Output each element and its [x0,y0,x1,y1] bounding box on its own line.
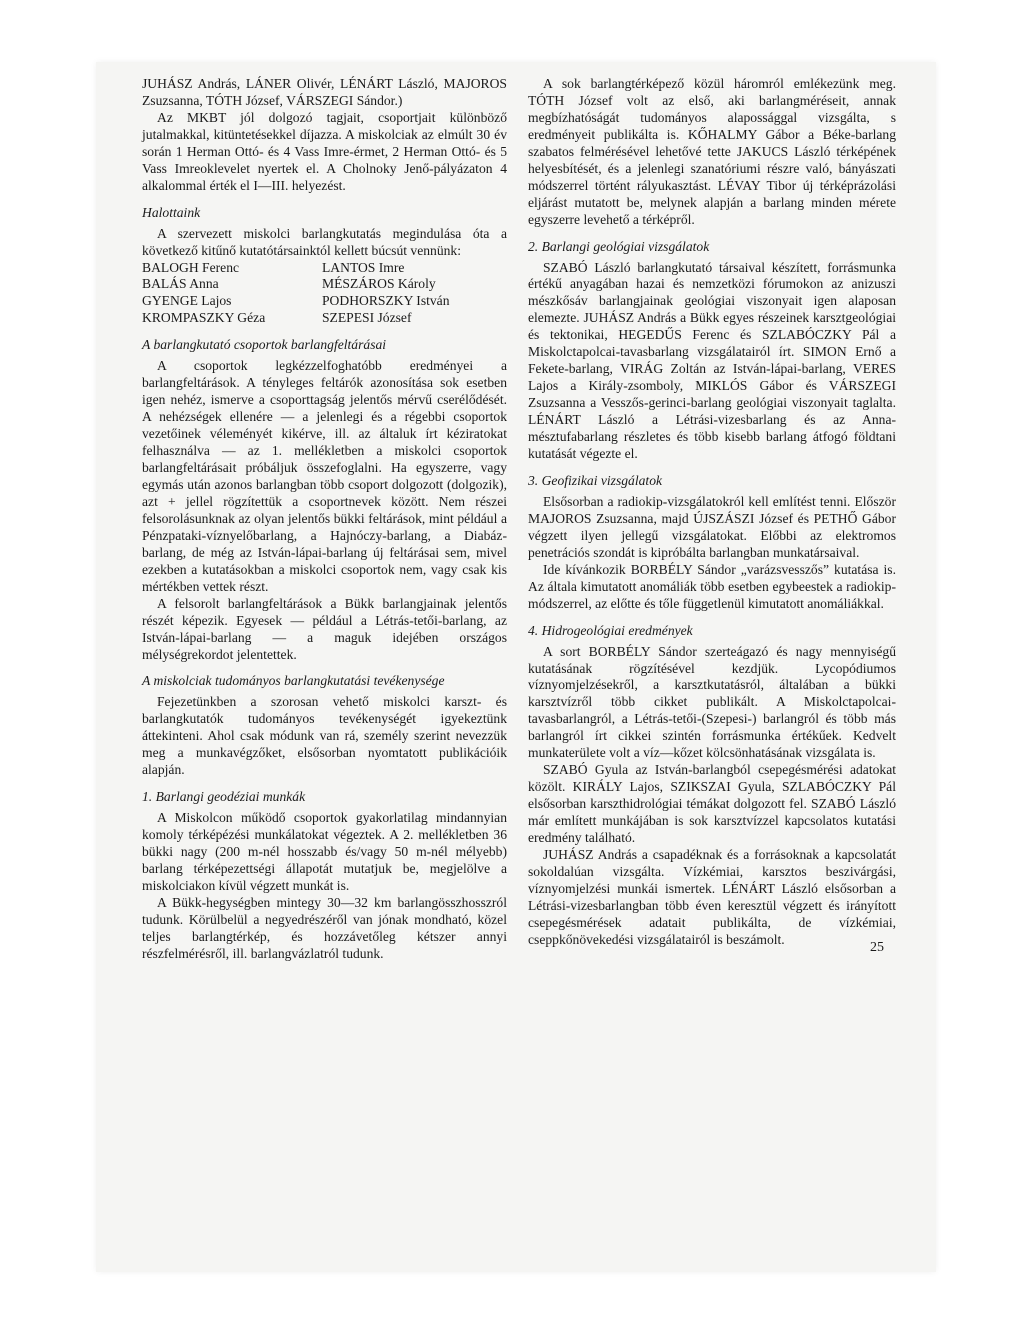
paragraph: JUHÁSZ András a csapadéknak és a forrásoknak a kapcsolatát sokoldalúan vizsgálta. Vízkémiai, karsztos beszivárgási, víznyomjelzési munkái ismertek. LÉNÁRT László elsősorban a Létrási-vizesbarlangban több éven keresztül végzett és irányított csepegésmérések adatait publikálta, de vízkémiai, cseppkőnövekedési vizsgálatairól is beszámolt. [528,846,896,947]
left-column [142,76,507,963]
paragraph: A szervezett miskolci barlangkutatás megindulása óta a következő kitűnő kutatótársainktól kellett búcsút vennünk: [142,225,507,258]
section-heading-geologiai: 2. Barlangi geológiai vizsgálatok [528,238,710,254]
paragraph: Fejezetünkben a szorosan vehető miskolci karszt- és barlangkutatók tudományos tevékenységét igyekeztünk áttekinteni. Ahol csak módunk van rá, személy szerint nevezzük meg a munkavégzőket, elsősorban nyomtatott publikációik alapján. [142,694,507,778]
section-heading-feltarasok: A barlangkutató csoportok barlangfeltárásai [142,337,387,353]
paragraph: A Miskolcon működő csoportok gyakorlatilag mindannyian komoly térképézési munkálatokat végeztek. A 2. mellékletben 36 bükki nagy (200 m-nél hosszabb és/vagy 50 m-nél mélyebb) barlang térképezettségi állapotát mutatjuk be, megjelölve a miskolciakon kívül végzett munkát is. [142,810,507,893]
paragraph: SZABÓ Gyula az István-barlangból csepegésmérési adatokat közölt. KIRÁLY Lajos, SZIKSZAI Gyula, SZLABÓCZKY Pál elsősorban karszthidrológiai témákat dolgozott fel. SZABÓ László már említett munkájában is sok karsztvízzel kapcsolatos kutatási eredmény található. [528,762,896,846]
name-item: BALÁS Anna [142,276,219,292]
paragraph: Elsősorban a radiokip-vizsgálatokról kell említést tenni. Először MAJOROS Zsuzsanna, majd ÚJSZÁSZI József és PETHŐ Gábor végzett ilyen jellegű vizsgálatokat. Előbbi az elektromos penetrációs szondát is kipróbálta barlangban munkatársaival. [528,493,896,560]
paragraph: A felsorolt barlangfeltárások a Bükk barlangjainak jelentős részét képezik. Egyesek — például a Létrás-tetői-barlang, az István-lápai-barlang — a maguk idejében országos mélységrekordot jelentettek. [142,595,507,662]
page-number: 25 [870,940,884,955]
section-heading-hidrogeologiai: 4. Hidrogeológiai eredmények [528,622,693,638]
name-item: SZEPESI József [322,310,412,326]
paragraph: Az MKBT jól dolgozó tagjait, csoportjait különböző jutalmakkal, kitüntetésekkel díjazza. A miskolciak az elmúlt 30 év során 1 Herman Ottó- és 4 Vass Imre-érmet, 2 Herman Ottó- és 5 Vass Imreoklevelet nyertek el. A Cholnoky Jenő-pályázaton 4 alkalommal érték el I—III. helyezést. [142,109,507,193]
section-heading-geofizikai: 3. Geofizikai vizsgálatok [528,472,663,488]
name-item: BALOGH Ferenc [142,259,240,275]
section-heading-tudomanyos: A miskolciak tudományos barlangkutatási tevékenysége [142,673,445,689]
paragraph: A sok barlangtérképező közül háromról emlékezünk meg. TÓTH József volt az első, aki barlangméréseit, annak megbízhatóságát tudományos alapossággal vizsgálta, s eredményeit publikálta is. KŐHALMY Gábor a Béke-barlang szabatos felmérésével lehetővé tette JAKUCS László térképének helyesbítését, és a jelenlegi szanatóriumi részre való, bányászati módszerrel történt rályukasztást. LÉVAY Tibor új térképrázolási eljárást mutatott be, melynek alapján a barlang minden mérete egyszerre levehető a térképről. [528,76,896,227]
paragraph: A Bükk-hegységben mintegy 30—32 km barlangösszhosszról tudunk. Körülbelül a negyedrészéről van jónak mondható, közel teljes barlangtérkép, és hozzávetőleg kétszer annyi részfelmérésről, ill. barlangvázlatról tudunk. [142,894,507,961]
section-heading-halottaink: Halottaink [142,204,201,220]
name-item: LANTOS Imre [322,259,405,275]
paragraph: A csoportok legkézzelfoghatóbb eredményei a barlangfeltárások. A tényleges feltárók azonosítása sok esetben igen nehéz, ismerve a csoporttagság jelentős mérvű cserélődését. A nehézségek ellenére — a jelenlegi és a régebbi csoportok vezetőinek véleményét kikérve, ill. az általuk írt kéziratokat felhasználva — az 1. mellékletben a miskolci csoportok barlangfeltárásait próbáljuk összefoglalni. Ha egyszerre, vagy egymás után azonos barlangban több csoport dolgozott (dolgozik), azt + jellel rögzítettük a csoportnevek között. Nem részei felsorolásunknak az olyan jelentős bükki feltárások, mint például a Pénzpataki-víznyelőbarlang, a Hajnóczy-barlang, a Diabáz-barlang, de még az István-lápai-barlang új feltárásai sem, mivel ezekben a kutatásokban a miskolci csoportok nem, vagy csak kis mértékben vettek részt. [142,358,507,594]
paragraph: JUHÁSZ András, LÁNER Olivér, LÉNÁRT László, MAJOROS Zsuzsanna, TÓTH József, VÁRSZEGI Sándor.) [142,76,507,108]
paragraph: SZABÓ László barlangkutató társaival készített, forrásmunka értékű anyagában hazai és nemzetközi fórumokon az anizuszi mészkősáv barlangjainak geológiai viszonyait igen alaposan elemezte. JUHÁSZ András a Bükk egyes részeinek karsztgeológiai és tektonikai, HEGEDŰS Ferenc és SZLABÓCZKY Pál a Miskolctapolcai-tavasbarlang vizsgálatairól írt. SIMON Ernő a Fekete-barlang, VIRÁG Zoltán az István-lápai-barlang, VERES Lajos a Király-zsomboly, MIKLÓS Gábor és VÁRSZEGI Zsuzsanna a Vesszős-gerinci-barlang geológiai viszonyait taglalta. LÉNÁRT László a Létrási-vizesbarlang és az Anna-mésztufabarlang részletes és több kisebb barlang átfogó földtani kutatását végezte el. [528,259,896,462]
name-item: PODHORSZKY István [322,293,450,309]
names-list [142,260,507,328]
paragraph: A sort BORBÉLY Sándor szerteágazó és nagy mennyiségű kutatásának rögzítésével kezdjük. Lycopódiumos víznyomjelzésekről, a karsztkutatásról, általában a bükki karsztvízről több cikket publikált. A Miskolctapolcai-tavasbarlangról, a Létrás-tetői-(Szepesi-) barlangról és több más barlangról írt cikkei szintén forrásmunka értékűek. Kedvelt munkaterülete volt a víz—kőzet kölcsönhatásának vizsgálata is. [528,643,896,761]
section-heading-geodeziai: 1. Barlangi geodéziai munkák [142,789,306,805]
name-item: KROMPASZKY Géza [142,310,266,326]
paragraph: Ide kívánkozik BORBÉLY Sándor „varázsvesszős” kutatása is. Az általa kimutatott anomáliák több esetben egybeestek a radiokip-módszerrel, az előtte és tőle függetlenül kimutatott anomáliákkal. [528,561,896,611]
name-item: GYENGE Lajos [142,293,232,309]
name-item: MÉSZÁROS Károly [322,276,436,292]
right-column [528,76,896,949]
